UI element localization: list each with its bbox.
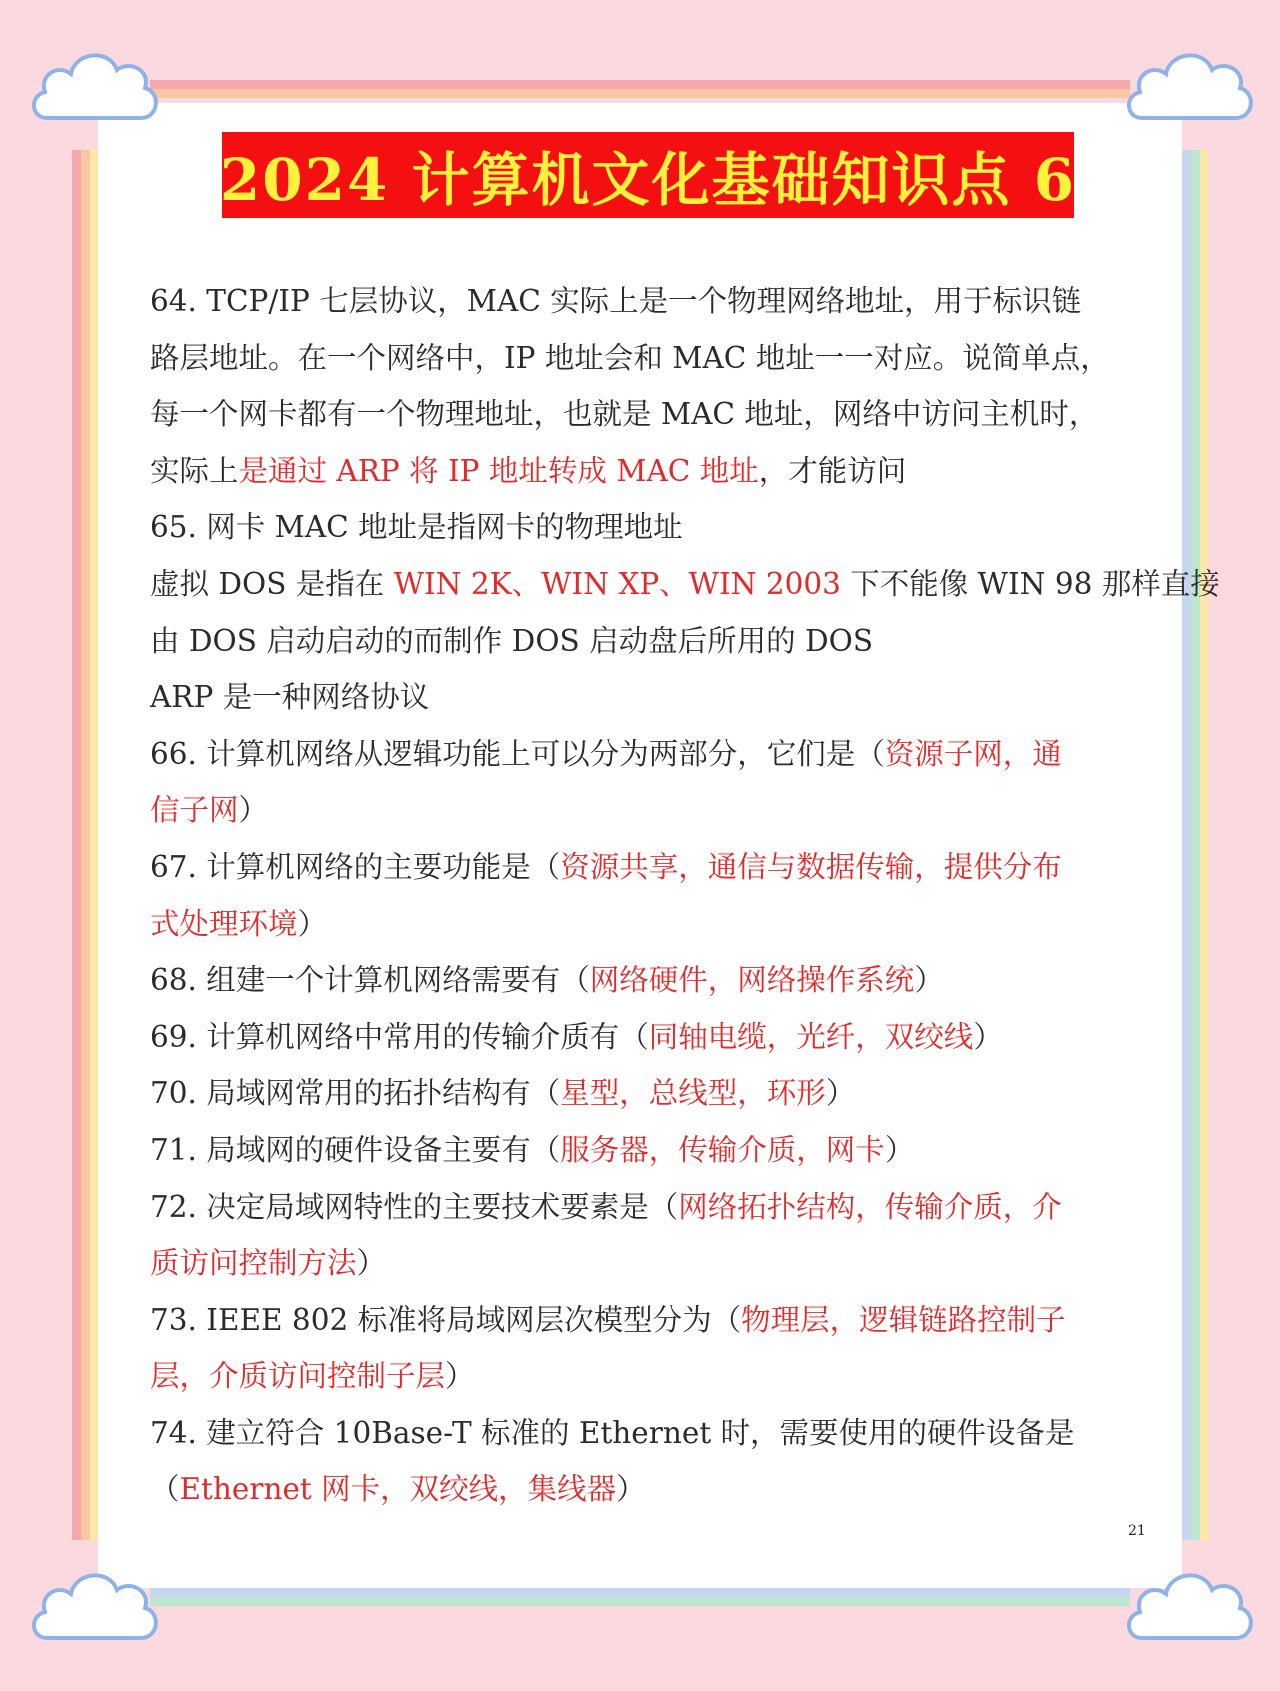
- frame-stripe-top-pink: [150, 80, 1130, 89]
- page-title: 2024 计算机文化基础知识点 6: [219, 146, 1077, 214]
- body-text: 64. TCP/IP 七层协议，MAC 实际上是一个物理网络地址，用于标识链: [150, 284, 1082, 318]
- text-line: [150, 1235, 1145, 1292]
- body-text: 69. 计算机网络中常用的传输介质有（: [150, 1019, 649, 1054]
- highlighted-answer-text: Ethernet 网卡，双绞线，集线器: [179, 1472, 617, 1507]
- highlighted-answer-text: 资源子网，通: [884, 736, 1062, 771]
- frame-stripe-right-yellow: [1200, 150, 1208, 1540]
- text-line: [150, 726, 1145, 783]
- text-line: [150, 386, 1145, 443]
- text-line: [150, 499, 1145, 556]
- body-text: 65. 网卡 MAC 地址是指网卡的物理地址: [150, 510, 683, 545]
- highlighted-answer-text: 层，介质访问控制子层: [150, 1359, 446, 1394]
- body-text: ，才能访问: [758, 453, 907, 488]
- text-line: [150, 1179, 1145, 1236]
- body-text: ）: [616, 1472, 646, 1507]
- body-text: 下不能像 WIN 98 那样直接: [840, 566, 1220, 601]
- text-line: [150, 613, 1145, 670]
- body-text: 67. 计算机网络的主要功能是（: [150, 849, 561, 884]
- highlighted-answer-text: 网络拓扑结构，传输介质，介: [678, 1189, 1062, 1224]
- body-text: ）: [238, 793, 269, 828]
- body-text: ）: [297, 906, 328, 941]
- body-text: ）: [445, 1359, 475, 1394]
- body-text: ）: [884, 1132, 915, 1167]
- frame-stripe-left-yellow: [90, 150, 98, 1540]
- body-text: 74. 建立符合 10Base-T 标准的 Ethernet 时，需要使用的硬件设备是: [150, 1415, 1075, 1450]
- body-text: 虚拟 DOS 是指在: [150, 566, 394, 601]
- text-line: [150, 952, 1145, 1009]
- highlighted-answer-text: 质访问控制方法: [150, 1246, 357, 1281]
- text-line: [150, 1292, 1145, 1349]
- body-text: ）: [356, 1246, 387, 1281]
- body-text: ）: [973, 1019, 1003, 1054]
- highlighted-answer-text: 服务器，传输介质，网卡: [560, 1132, 885, 1167]
- highlighted-answer-text: 资源共享，通信与数据传输，提供分布: [560, 849, 1062, 884]
- body-text: 73. IEEE 802 标准将局域网层次模型分为（: [150, 1302, 742, 1337]
- body-text: ARP 是一种网络协议: [150, 680, 430, 715]
- frame-stripe-bottom-blue: [150, 1588, 1130, 1597]
- cloud-decoration-bottom-left: [25, 1560, 165, 1660]
- text-line: [150, 839, 1145, 896]
- frame-stripe-left-peach: [81, 150, 90, 1540]
- frame-stripe-left-pink: [72, 150, 81, 1540]
- page-number: 21: [1128, 1523, 1146, 1539]
- highlighted-answer-text: 物理层，逻辑链路控制子: [741, 1302, 1066, 1337]
- highlighted-answer-text: 信子网: [150, 793, 239, 828]
- cloud-decoration-top-right: [1120, 40, 1260, 140]
- text-line: [150, 896, 1145, 953]
- text-line: [150, 669, 1145, 726]
- text-line: [150, 330, 1145, 387]
- body-text: ）: [914, 963, 944, 998]
- body-text: 路层地址。在一个网络中，IP 地址会和 MAC 地址一一对应。说简单点，: [150, 340, 1110, 375]
- text-line: [150, 273, 1145, 330]
- cloud-decoration-top-left: [25, 40, 165, 140]
- text-line: [150, 1065, 1145, 1122]
- cloud-decoration-bottom-right: [1120, 1560, 1260, 1660]
- text-line: [150, 1405, 1145, 1462]
- body-text: 每一个网卡都有一个物理地址，也就是 MAC 地址，网络中访问主机时，: [150, 397, 1099, 432]
- text-line: [150, 556, 1220, 613]
- frame-stripe-bottom-green: [150, 1597, 1130, 1606]
- frame-stripe-right-green: [1191, 150, 1200, 1540]
- highlighted-answer-text: WIN 2K、WIN XP、WIN 2003: [393, 566, 841, 601]
- knowledge-text-body: [150, 273, 1220, 1518]
- text-line: [150, 443, 1145, 500]
- body-text: （: [150, 1472, 180, 1507]
- body-text: 实际上: [150, 453, 239, 488]
- highlighted-answer-text: 星型，总线型，环形: [560, 1076, 826, 1111]
- text-line: [150, 1009, 1145, 1066]
- highlighted-answer-text: 是通过 ARP 将 IP 地址转成 MAC 地址: [238, 453, 759, 488]
- body-text: 66. 计算机网络从逻辑功能上可以分为两部分，它们是（: [150, 736, 885, 771]
- title-banner: [219, 132, 1077, 218]
- body-text: 72. 决定局域网特性的主要技术要素是（: [150, 1189, 679, 1224]
- text-line: [150, 782, 1145, 839]
- body-text: ）: [825, 1076, 856, 1111]
- frame-stripe-top-peach: [150, 89, 1130, 98]
- text-line: [150, 1461, 1145, 1518]
- highlighted-answer-text: 同轴电缆，光纤，双绞线: [648, 1019, 974, 1054]
- highlighted-answer-text: 式处理环境: [150, 906, 298, 941]
- frame-stripe-right-blue: [1182, 150, 1191, 1540]
- body-text: 68. 组建一个计算机网络需要有（: [150, 963, 590, 998]
- body-text: 由 DOS 启动启动的而制作 DOS 启动盘后所用的 DOS: [150, 623, 874, 658]
- body-text: 71. 局域网的硬件设备主要有（: [150, 1132, 561, 1167]
- text-line: [150, 1122, 1145, 1179]
- highlighted-answer-text: 网络硬件，网络操作系统: [589, 963, 915, 998]
- body-text: 70. 局域网常用的拓扑结构有（: [150, 1076, 561, 1111]
- text-line: [150, 1348, 1145, 1405]
